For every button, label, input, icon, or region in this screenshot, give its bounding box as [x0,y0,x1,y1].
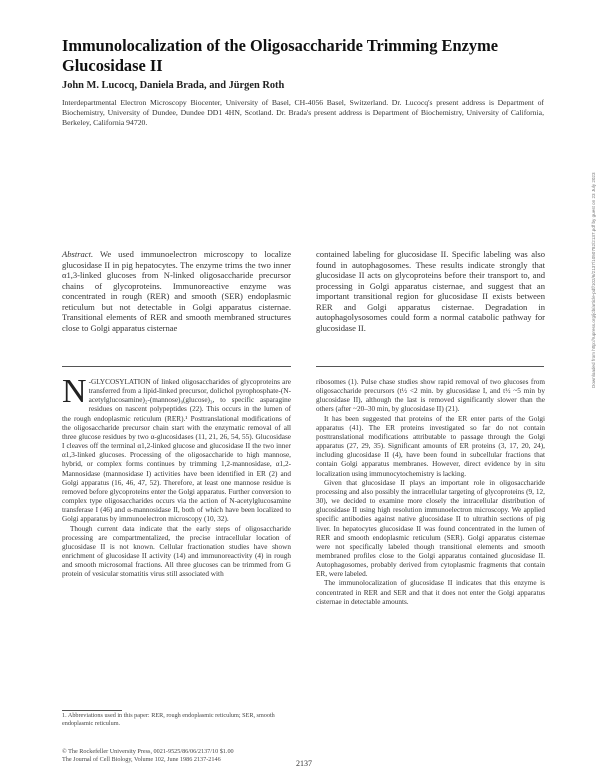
body-paragraph: It has been suggested that proteins of the ER enter parts of the Golgi apparatus (41). The ER proteins investigated so far do not contain posttranslational modifications attributable to passage through the Golgi apparatus (27, 29, 35). Significant amounts of ER proteins (3, 17, 20, 24), including glucosidase II (4), have been found in subcellular fractions that contain Golgi apparatus membranes. However, direct evidence by in situ localization using immunocytochemistry is lacking. [316,414,545,478]
abstract-label: Abstract. [62,249,94,259]
drop-cap: N [62,373,87,410]
abstract-text-right: contained labeling for glucosidase II. Specific labeling was also found in autophagosomes. These results indicate strongly that glucosidase II acts on glycoproteins before their transport to, and processing in Golgi apparatus cisternae, and suggest that an important transitional region for glucosidase II exists between RER and Golgi apparatus cisternae. Degradation in autophagolysosomes could form a normal catabolic pathway for glucosidase II. [316,249,545,333]
abstract-column-right [316,249,545,333]
paragraph-text: of linked oligosaccharides of glycoproteins are transferred from a lipid-linked precursor, dolichol pyrophosphate-(N-acetylglucosamine)₂-(mannose)₉(glucose)₃, to specific asparagine residues on nascent polypeptides (22). This occurs in the lumen of the rough endoplasmic reticulum (RER).¹ Posttranslational modifications of the oligosaccharide precursor chain start with the enzymatic removal of all three glucose residues by two α-glucosidases (11, 21, 26, 54, 55). Glucosidase I cleaves off the terminal α1,2-linked glucose and glucosidase II the two inner α1,3-linked glucoses. Processing of the oligosaccharide to high mannose, hybrid, or complex forms continues by trimming 1,2-mannosidase, α1,2-Mannosidase (mannosidase I) activities have been identified in ER (2) and Golgi apparatus (16, 46, 47, 52). Therefore, at least one mannose residue is removed before glycoproteins enter the Golgi apparatus. Further conversion to complex type oligosaccharides occurs via the action of N-acetylglucosamine transferase I (46) and α-mannosidase II, both of which have been localized to Golgi apparatus by immunoelectron microscopy (10, 32). [62,378,291,524]
body-paragraph [62,373,291,525]
body-column-left [62,373,291,579]
body-paragraph: The immunolocalization of glucosidase II indicates that this enzyme is concentrated in RER and SER and that it does not enter the Golgi apparatus cisternae in detectable amounts. [316,579,545,606]
abstract-divider-right [316,366,544,367]
body-paragraph: Though current data indicate that the early steps of oligosaccharide processing are compartmentalized, the precise intracellular location of glucosidase II is not known. Cellular fractionation studies have shown enrichment of glucosidase II activity (14) and immunoreactivity (4) in rough and smooth microsomal fractions. All three glucoses can be trimmed from G protein of vesicular stomatitis virus still associated with [62,524,291,579]
footnote-divider [62,710,122,711]
lead-smallcaps: -GLYCOSYLATION [88,378,151,386]
abstract-text-left: We used immunoelectron microscopy to localize glucosidase II in pig hepatocytes. The enzyme trims the two inner α1,3-linked glucoses from N-linked oligosaccharide precursor chains of glycoproteins. Immunoreactive enzyme was concentrated in rough (RER) and smooth (SER) endoplasmic reticulum but not detectable in Golgi apparatus cisternae. Transitional elements of RER and smooth membraned structures close to Golgi apparatus cisternae [62,249,292,333]
paper-title: Immunolocalization of the Oligosaccharide Trimming Enzyme Glucosidase II [62,36,498,75]
affiliation: Interdepartmental Electron Microscopy Biocenter, University of Basel, CH-4056 Basel, Switzerland. Dr. Lucocq's present address is Department of Biochemistry, University of Dundee, Dundee DD1 4HN, Scotland. Dr. Brada's present address is Department of Biochemistry, University of California, Berkeley, California 94720. [62,98,544,128]
footnote: 1. Abbreviations used in this paper: RER, rough endoplasmic reticulum; SER, smooth endoplasmic reticulum. [62,712,275,727]
copyright-line: © The Rockefeller University Press, 0021-9525/86/06/2137/10 $1.00 [62,748,234,755]
page-number: 2137 [296,759,312,768]
body-paragraph: Given that glucosidase II plays an important role in oligosaccharide processing and also possibly the intracellular targeting of glycoproteins (9, 12, 30), we decided to examine more closely the intracellular distribution of glucosidase II using high resolution immunoelectron microscopy. We applied specific antibodies against native glucosidase II to ultrathin sections of pig liver. In hepatocytes glucosidase II was found concentrated in the lumen of RER and smooth endoplasmic reticulum (SER). Golgi apparatus cisternae were not specifically labeled though transitional elements and smooth membraned profiles close to the Golgi apparatus contained glucosidase II. Autophagosomes, probably derived from cytoplasmic fragments that contain ER, were labeled. [316,478,545,579]
download-watermark [591,172,599,396]
abstract-divider-left [62,366,291,367]
body-column-right [316,378,545,607]
copyright-block [62,748,362,764]
download-watermark-text: Downloaded from http://rupress.org/jcb/article-pdf/102/6/2137/1050782/2137.pdf by guest on 23 July 2023 [591,172,596,388]
author-list: John M. Lucocq, Daniela Brada, and Jürgen Roth [62,80,285,91]
body-paragraph: ribosomes (1). Pulse chase studies show rapid removal of two glucoses from oligosaccharide precursors (t½ <2 min. by glucosidase I, and t½ ~5 min by glucosidase II), although the last is removed significantly slower than the others (after ~20–30 min, by glucosidase II) (21). [316,378,545,414]
abstract-column-left [62,249,291,333]
journal-citation: The Journal of Cell Biology, Volume 102, June 1986 2137-2146 [62,755,221,763]
